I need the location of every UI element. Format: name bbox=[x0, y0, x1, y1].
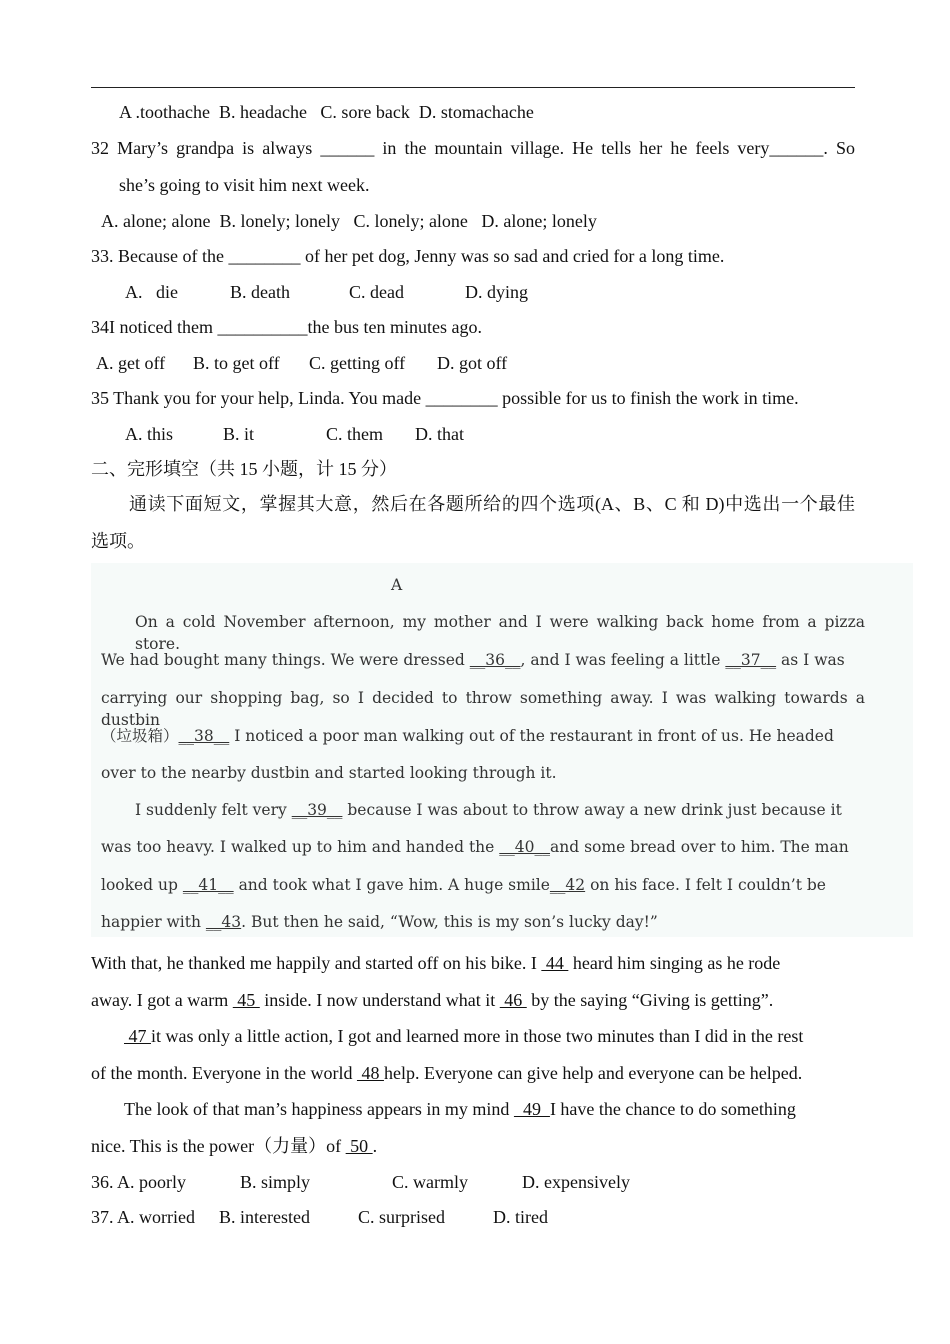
passage-line4: （垃圾箱）__38__ I noticed a poor man walking out of the restaurant in front of us. He headed bbox=[101, 727, 834, 745]
q35-option-c: C. them bbox=[326, 424, 383, 444]
passage-p5: The look of that man’s happiness appears in my mind 49 I have the chance to do something bbox=[124, 1099, 796, 1119]
q37-option-a: 37. A. worried bbox=[91, 1207, 195, 1227]
q36-option-a: 36. A. poorly bbox=[91, 1172, 187, 1192]
q32-stem-line1: 32 Mary’s grandpa is always ______ in the mountain village. He tells her he feels very______. So bbox=[91, 138, 855, 158]
q35-stem: 35 Thank you for your help, Linda. You made ________ possible for us to finish the work in time. bbox=[91, 388, 799, 408]
q33-option-b: B. death bbox=[230, 282, 290, 302]
passage-line3: carrying our shopping bag, so I decided to throw something away. I was walking towards a dustbin bbox=[101, 689, 865, 729]
passage-line9: happier with __43. But then he said, “Wow, this is my son’s lucky day!” bbox=[101, 913, 658, 931]
passage-p4: of the month. Everyone in the world 48 help. Everyone can give help and everyone can be helped. bbox=[91, 1063, 803, 1083]
q33-option-c: C. dead bbox=[349, 282, 404, 302]
q34-option-a: A. get off bbox=[96, 353, 166, 373]
passage-line5: over to the nearby dustbin and started looking through it. bbox=[101, 764, 557, 782]
q33-option-d: D. dying bbox=[465, 282, 528, 302]
header-rule bbox=[91, 87, 855, 88]
q34-option-d: D. got off bbox=[437, 353, 508, 373]
q37-option-d: D. tired bbox=[493, 1207, 548, 1227]
passage-line2: We had bought many things. We were dressed __36__, and I was feeling a little __37__ as I was bbox=[101, 651, 845, 669]
passage-p3: 47 it was only a little action, I got and learned more in those two minutes than I did in the rest bbox=[124, 1026, 804, 1046]
passage-p2: away. I got a warm 45 inside. I now understand what it 46 by the saying “Giving is getting”. bbox=[91, 990, 774, 1010]
passage-line7: was too heavy. I walked up to him and handed the __40__and some bread over to him. The man bbox=[101, 838, 849, 856]
q31-options: A .toothache B. headache C. sore back D. stomachache bbox=[119, 102, 534, 122]
passage-line8: looked up __41__ and took what I gave him. A huge smile__42 on his face. I felt I couldn’t be bbox=[101, 876, 826, 894]
q33-option-a: A. die bbox=[125, 282, 178, 302]
passage-p1: With that, he thanked me happily and started off on his bike. I 44 heard him singing as he rode bbox=[91, 953, 781, 973]
q34-option-c: C. getting off bbox=[309, 353, 406, 373]
q36-option-b: B. simply bbox=[240, 1172, 311, 1192]
q37-option-c: C. surprised bbox=[358, 1207, 445, 1227]
q36-option-c: C. warmly bbox=[392, 1172, 468, 1192]
q35-option-d: D. that bbox=[415, 424, 464, 444]
q35-option-b: B. it bbox=[223, 424, 255, 444]
q33-stem: 33. Because of the ________ of her pet dog, Jenny was so sad and cried for a long time. bbox=[91, 246, 725, 266]
section-title: 二、完形填空（共 15 小题，计 15 分） bbox=[91, 459, 397, 479]
section-instruction-line2: 选项。 bbox=[91, 531, 145, 551]
q34-option-b: B. to get off bbox=[193, 353, 280, 373]
q34-stem: 34I noticed them __________the bus ten minutes ago. bbox=[91, 317, 482, 337]
section-instruction-line1: 通读下面短文，掌握其大意，然后在各题所给的四个选项(A、B、C 和 D)中选出一个最佳 bbox=[129, 494, 855, 514]
passage-image bbox=[91, 563, 913, 937]
q37-option-b: B. interested bbox=[219, 1207, 310, 1227]
passage-label: A bbox=[391, 576, 403, 594]
passage-p6: nice. This is the power（力量）of 50 . bbox=[91, 1136, 378, 1156]
q32-options: A. alone; alone B. lonely; lonely C. lonely; alone D. alone; lonely bbox=[101, 211, 597, 231]
q36-option-d: D. expensively bbox=[522, 1172, 630, 1192]
passage-line6: I suddenly felt very __39__ because I was about to throw away a new drink just because it bbox=[135, 801, 842, 819]
passage-line1: On a cold November afternoon, my mother and I were walking back home from a pizza store. bbox=[135, 613, 865, 653]
q32-stem-line2: she’s going to visit him next week. bbox=[119, 175, 370, 195]
q35-option-a: A. this bbox=[125, 424, 174, 444]
